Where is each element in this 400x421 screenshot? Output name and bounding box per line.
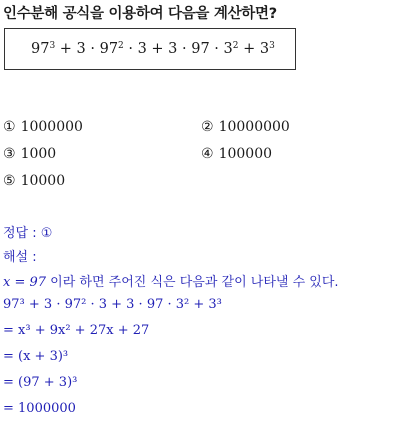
option-5[interactable]: ⑤ 10000 <box>3 173 66 189</box>
solution-line-3: = (x + 3)³ <box>3 349 69 364</box>
option-4[interactable]: ④ 100000 <box>201 146 273 162</box>
expression-box <box>4 28 296 70</box>
option-1[interactable]: ① 1000000 <box>3 119 83 135</box>
solution-line-1: 97³ + 3 · 97² · 3 + 3 · 97 · 3² + 3³ <box>3 297 222 312</box>
explanation-intro <box>3 271 339 290</box>
solution-line-2: = x³ + 9x² + 27x + 27 <box>3 323 150 338</box>
solution-line-4: = (97 + 3)³ <box>3 375 78 390</box>
expression: $97^3 + 3 \cdot 97^2 \cdot 3 + 3 \cdot 97 \cdot 3^2 + 3^3$ <box>31 41 275 57</box>
option-2[interactable]: ② 10000000 <box>201 119 290 135</box>
explanation-label: 해설 : <box>3 250 37 265</box>
intro-math: x = 97 <box>3 275 47 290</box>
solution-line-5: = 1000000 <box>3 401 76 416</box>
intro-text: 이라 하면 주어진 식은 다음과 같이 나타낼 수 있다. <box>46 275 339 290</box>
option-3[interactable]: ③ 1000 <box>3 146 57 162</box>
answer-label: 정답 : ① <box>3 226 53 241</box>
question-text: 인수분해 공식을 이용하여 다음을 계산하면? <box>3 6 277 22</box>
